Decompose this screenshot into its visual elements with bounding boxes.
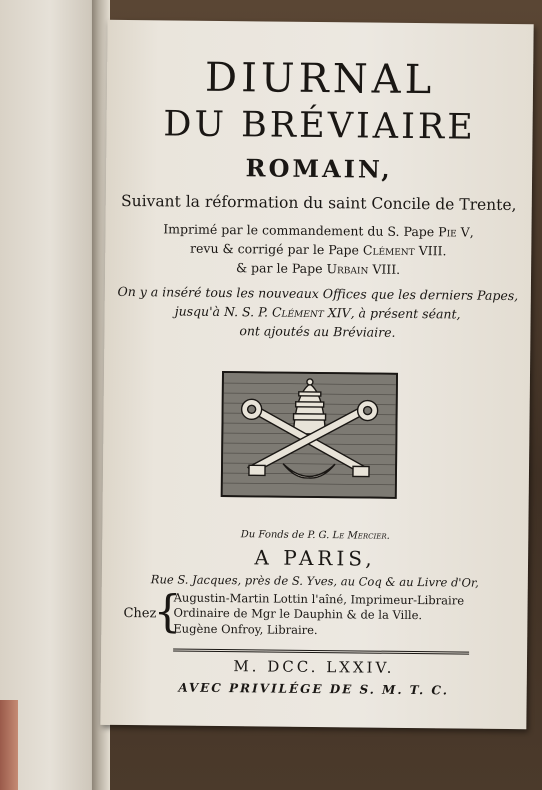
subtitle: Suivant la réformation du saint Concile de Trente, xyxy=(120,191,517,215)
book-cover-edge xyxy=(0,700,18,790)
publishers-block xyxy=(123,586,524,646)
title-line-2: DU BRÉVIAIRE xyxy=(163,104,477,148)
publisher-line-2: Ordinaire de Mgr le Dauphin & de la Ville. xyxy=(173,605,423,623)
title-line-3: ROMAIN, xyxy=(245,153,393,184)
privilege-line: AVEC PRIVILÉGE DE S. M. T. C. xyxy=(178,680,450,698)
imprint-line-1: Imprimé par le commandement du S. Pape Pie V, xyxy=(163,221,474,240)
papal-keys-vignette xyxy=(221,371,398,499)
double-rule xyxy=(173,649,469,655)
street-line: Rue S. Jacques, près de S. Yves, au Coq & au Livre d'Or, xyxy=(150,572,479,590)
publisher-line-3: Eugène Onfroy, Libraire. xyxy=(173,621,318,638)
imprint-line-3: & par le Pape Urbain VIII. xyxy=(235,260,401,277)
year-line: M. DCC. LXXIV. xyxy=(233,657,395,677)
chez-label: Chez xyxy=(123,605,157,622)
publisher-line-1: Augustin-Martin Lottin l'aîné, Imprimeur-Libraire xyxy=(173,590,465,608)
offices-line-2: jusqu'à N. S. P. Clément XIV, à présent séant, xyxy=(174,303,461,322)
papal-tiara-crossed-keys-icon xyxy=(223,373,396,497)
title-page xyxy=(100,20,533,729)
offices-line-1: On y a inséré tous les nouveaux Offices que les derniers Papes, xyxy=(117,283,519,304)
offices-line-3: ont ajoutés au Bréviaire. xyxy=(239,323,396,340)
city-line: A PARIS, xyxy=(254,545,376,571)
title-line-1: DIURNAL xyxy=(204,54,436,104)
fonds-line: Du Fonds de P. G. Le Mercier. xyxy=(240,529,390,542)
left-flyleaf xyxy=(0,0,100,790)
imprint-line-2: revu & corrigé par le Pape Clément VIII. xyxy=(190,240,447,259)
brace-glyph: { xyxy=(153,586,182,638)
